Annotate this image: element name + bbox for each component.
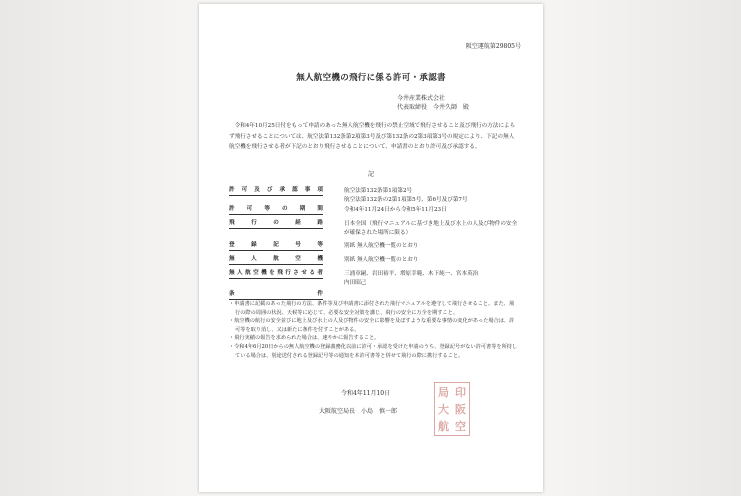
document-number: 阪空運航第29805号 bbox=[465, 43, 521, 50]
official-seal bbox=[434, 382, 470, 436]
field-value: 別紙 無人航空機一覧のとおり bbox=[344, 257, 419, 263]
field-label: 許可及び承認事項 bbox=[229, 187, 323, 196]
field-label: 無人航空機 bbox=[229, 256, 323, 265]
field-label: 許可等の期間 bbox=[229, 206, 323, 215]
field-value: 三浦章嗣、岩田裕平、増原幸範、木下純一、宮本英治 内田昭己 bbox=[344, 271, 479, 286]
field-value: 日本全国（飛行マニュアルに基づき地上及び水上の人及び物件の安全が確保された場所に限る） bbox=[344, 221, 518, 236]
addressee-company: 今井産業株式会社 bbox=[397, 95, 446, 102]
addressee-person: 代表取締役 今井久師 殿 bbox=[397, 104, 470, 111]
field-label: 条件 bbox=[229, 291, 323, 300]
seal-char: 印 bbox=[455, 385, 466, 399]
condition-item: ・申請書に記載のあった飛行の方法、条件等及び申請書に添付された飛行マニュアルを遵守して飛行させること。また、飛行の際の周囲の状況、天候等に応じて、必要な安全対策を講じ、飛行の安全に万全を期すこと。 bbox=[229, 301, 515, 316]
condition-item: ・令和4年6月20日からの無人航空機の登録義務化以前に許可・承認を受けた申請のうち、登録記号がない許可書等を所持している場合は、別途送付される登録記号等の通知を本許可書等と併せて飛行の際に携行すること。 bbox=[229, 343, 518, 359]
seal-char: 空 bbox=[455, 420, 466, 434]
permit-document bbox=[199, 4, 543, 492]
seal-char: 大 bbox=[438, 402, 449, 416]
field-label: 登録記号等 bbox=[229, 242, 323, 251]
issuer-signature: 大阪航空局長 小島 慎一郎 bbox=[319, 408, 398, 415]
body-paragraph: 令和4年10月25日付をもって申請のあった無人航空機を飛行の禁止空域で飛行させること及び飛行の方法によらず飛行させることについては、航空法第132条第2項第3号及び第132条の2第3項第3号の規定により、下記の無人航空機を飛行させる者が下記のとおり飛行させることについて、申請書のとおり許可及び承認する。 bbox=[229, 123, 516, 151]
field-value: 別紙 無人航空機一覧のとおり bbox=[344, 243, 419, 249]
condition-item: ・飛行実績の報告を求められた場合は、速やかに報告すること。 bbox=[229, 335, 380, 342]
field-label: 無人航空機を飛行させる者 bbox=[229, 270, 323, 279]
field-value: 航空法第132条第1項第2号 航空法第132条の2第1項第5号、第6号及び第7号 bbox=[344, 188, 468, 203]
ki-heading: 記 bbox=[367, 171, 374, 178]
seal-char: 航 bbox=[438, 420, 449, 434]
field-label: 飛行の経路 bbox=[229, 220, 323, 229]
field-value: 令和4年11月24日から令和5年11月23日 bbox=[344, 207, 447, 213]
seal-char: 阪 bbox=[455, 402, 466, 416]
seal-char: 局 bbox=[438, 385, 449, 399]
document-title: 無人航空機の飛行に係る許可・承認書 bbox=[296, 73, 446, 83]
conditions-list bbox=[229, 300, 519, 360]
issue-date: 令和4年11月10日 bbox=[341, 390, 391, 397]
condition-item: ・航空機の航行の安全並びに地上及び水上の人及び物件の安全に影響を及ぼすような重要な事情の変化があった場合は、許可等を取り消し、又は新たに条件を付すことがある。 bbox=[229, 318, 515, 333]
